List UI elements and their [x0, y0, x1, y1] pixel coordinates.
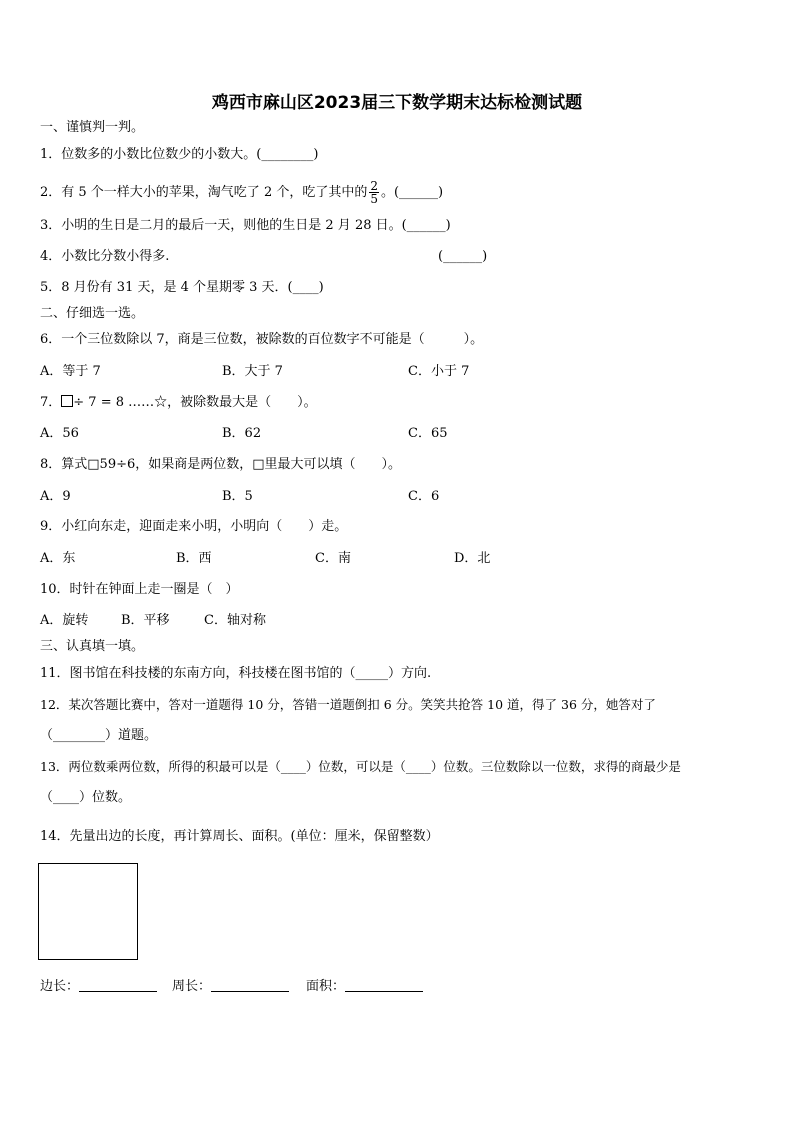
question-7 — [40, 394, 317, 412]
square-figure — [38, 863, 138, 960]
question-7-number: 7． — [40, 395, 62, 410]
side-length-field — [40, 978, 157, 996]
question-10-option-b: B．平移 — [121, 613, 170, 628]
side-length-label: 边长： — [40, 979, 80, 994]
question-3: 3．小明的生日是二月的最后一天，则他的生日是 2 月 28 日。(______) — [40, 218, 451, 233]
perimeter-label: 周长： — [172, 979, 212, 994]
question-12-line-1: 12．某次答题比赛中，答对一道题得 10 分，答错一道题倒扣 6 分。笑笑共抢答 10 道，得了 36 分，她答对了 — [40, 697, 656, 712]
question-9-option-a: A．东 — [40, 551, 76, 566]
section-3-heading: 三、认真填一填。 — [40, 639, 145, 654]
question-4-blank: (______) — [438, 249, 488, 264]
area-field — [306, 978, 423, 996]
question-9-option-d: D．北 — [454, 551, 491, 566]
question-14: 14．先量出边的长度，再计算周长、面积。(单位：厘米，保留整数） — [40, 829, 439, 844]
section-1-heading: 一、谨慎判一判。 — [40, 120, 145, 135]
question-2 — [40, 180, 443, 205]
question-6: 6．一个三位数除以 7，商是三位数，被除数的百位数字不可能是（ ）。 — [40, 332, 484, 347]
question-13-line-2: （____）位数。 — [40, 790, 132, 805]
question-10-option-a: A．旋转 — [40, 613, 89, 628]
question-8: 8．算式□59÷6，如果商是两位数，□里最大可以填（ ）。 — [40, 457, 402, 472]
question-7-option-a: A．56 — [40, 426, 79, 441]
question-4: 4．小数比分数小得多. — [40, 249, 170, 264]
fraction-denominator: 5 — [370, 192, 378, 206]
question-9: 9．小红向东走，迎面走来小明，小明向（ ）走。 — [40, 519, 348, 534]
area-blank — [345, 979, 423, 992]
question-5: 5．8 月份有 31 天，是 4 个星期零 3 天．(____) — [40, 280, 324, 295]
question-6-option-c: C．小于 7 — [408, 364, 470, 379]
question-7-option-b: B．62 — [222, 426, 262, 441]
question-6-option-b: B．大于 7 — [222, 364, 283, 379]
fraction — [369, 180, 379, 205]
question-12-line-2: （________）道题。 — [40, 728, 158, 743]
perimeter-blank — [211, 979, 289, 992]
fraction-numerator: 2 — [370, 179, 378, 193]
question-7-option-c: C．65 — [408, 426, 448, 441]
section-2-heading: 二、仔细选一选。 — [40, 306, 145, 321]
question-1: 1．位数多的小数比位数少的小数大。(________) — [40, 147, 319, 162]
question-10: 10．时针在钟面上走一圈是（ ） — [40, 582, 239, 597]
question-8-option-a: A．9 — [40, 489, 71, 504]
question-2-text: 2．有 5 个一样大小的苹果，淘气吃了 2 个，吃了其中的 — [40, 185, 368, 200]
question-8-option-b: B．5 — [222, 489, 253, 504]
area-label: 面积： — [306, 979, 346, 994]
side-length-blank — [79, 979, 157, 992]
question-6-option-a: A．等于 7 — [40, 364, 101, 379]
question-7-text: ÷ 7 = 8 ……☆，被除数最大是（ ）。 — [73, 395, 317, 410]
question-9-option-b: B．西 — [176, 551, 212, 566]
question-2-blank: 。(______) — [380, 185, 444, 200]
question-9-option-c: C．南 — [315, 551, 351, 566]
question-11: 11．图书馆在科技楼的东南方向，科技楼在图书馆的（_____）方向. — [40, 666, 432, 681]
perimeter-field — [172, 978, 289, 996]
question-13-line-1: 13．两位数乘两位数，所得的积最可以是（____）位数，可以是（____）位数。三位数除以一位数，求得的商最少是 — [40, 759, 681, 774]
empty-box-icon — [61, 395, 73, 407]
page-title: 鸡西市麻山区2023届三下数学期末达标检测试题 — [211, 93, 583, 113]
question-10-option-c: C．轴对称 — [204, 613, 266, 628]
question-8-option-c: C．6 — [408, 489, 440, 504]
